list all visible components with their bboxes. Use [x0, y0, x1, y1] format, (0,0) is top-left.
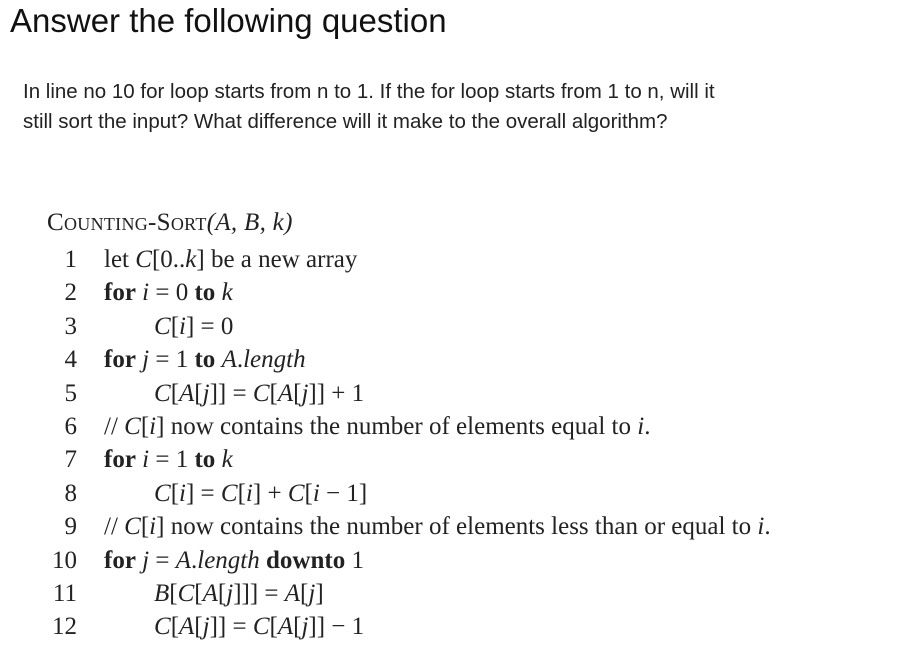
- line-code: C[A[j]] = C[A[j]] − 1: [154, 613, 365, 641]
- line-number: 6: [64, 412, 77, 440]
- line-number: 10: [52, 546, 77, 574]
- line-number: 9: [64, 513, 77, 541]
- line-code: let C[0..k] be a new array: [104, 246, 358, 273]
- line-number: 3: [64, 312, 77, 340]
- line-code: C[i] = 0: [154, 312, 234, 340]
- question-text: [23, 77, 715, 137]
- procedure-name: Counting-Sort: [47, 209, 207, 236]
- procedure-title: [47, 209, 293, 243]
- pseudocode-line: [47, 343, 306, 376]
- line-code: C[A[j]] = C[A[j]] + 1: [154, 379, 365, 407]
- pseudocode-line: [47, 610, 365, 643]
- pseudocode-line: [47, 310, 293, 343]
- line-number: 2: [64, 279, 77, 307]
- pseudocode-line: [47, 510, 771, 543]
- line-code: C[i] = C[i] + C[i − 1]: [154, 479, 368, 507]
- line-code: // C[i] now contains the number of elements less than or equal to i.: [104, 513, 771, 541]
- question-line-2: still sort the input? What difference will it make to the overall algorithm?: [23, 110, 668, 133]
- line-code: B[C[A[j]]] = A[j]: [154, 579, 324, 607]
- pseudocode-line: [47, 377, 365, 410]
- pseudocode-line: [47, 276, 293, 309]
- pseudocode-line: [47, 577, 324, 610]
- line-number: 5: [64, 379, 77, 407]
- pseudocode-line: [47, 477, 368, 510]
- line-number: 7: [64, 446, 77, 474]
- line-number: 4: [64, 346, 77, 374]
- pseudocode-block: [47, 209, 771, 644]
- line-number: 1: [64, 246, 77, 273]
- procedure-params: (A, B, k): [206, 209, 293, 236]
- page-heading: Answer the following question: [10, 2, 447, 39]
- line-code: for j = 1 to A.length: [104, 346, 306, 374]
- pseudocode-lines: [47, 243, 771, 644]
- line-code: for i = 0 to k: [104, 279, 233, 307]
- line-number: 8: [64, 479, 77, 507]
- pseudocode-line: [47, 410, 651, 443]
- line-number: 11: [52, 579, 77, 607]
- pseudocode-line: [47, 443, 293, 476]
- line-code: for j = A.length downto 1: [104, 546, 364, 574]
- line-code: // C[i] now contains the number of elements equal to i.: [104, 412, 651, 440]
- line-number: 12: [52, 613, 77, 641]
- pseudocode-line: [47, 243, 358, 276]
- pseudocode-line: [47, 544, 364, 577]
- line-code: for i = 1 to k: [104, 446, 233, 474]
- question-line-1: In line no 10 for loop starts from n to 1. If the for loop starts from 1 to n, will it: [23, 80, 715, 103]
